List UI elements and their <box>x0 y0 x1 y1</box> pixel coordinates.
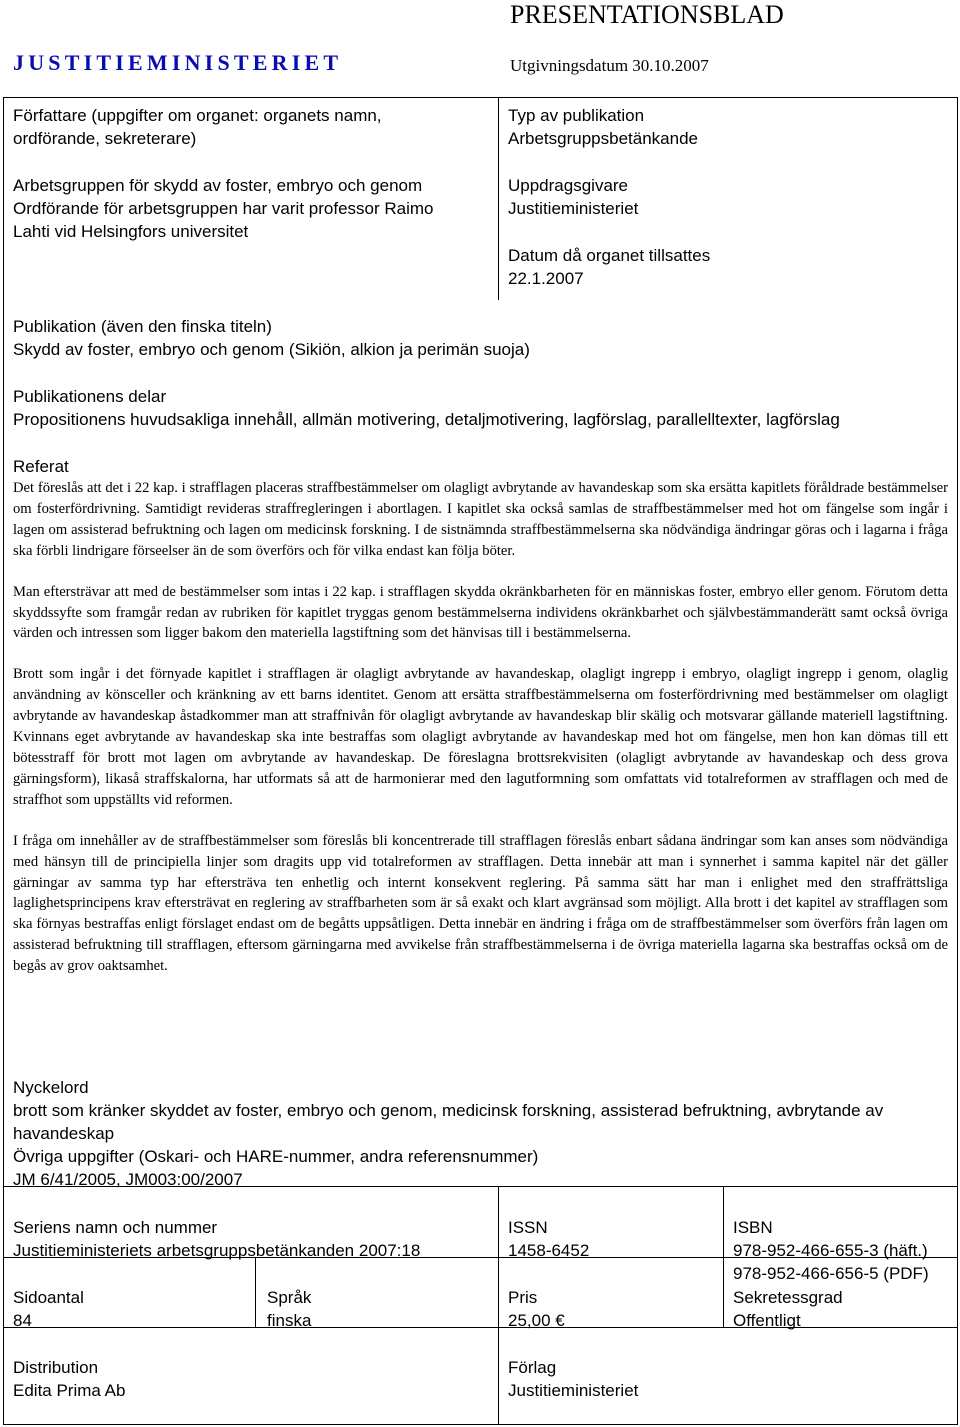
issn-label: ISSN <box>508 1218 548 1237</box>
distribution-value: Edita Prima Ab <box>13 1381 126 1400</box>
secrecy-value: Offentligt <box>733 1311 801 1330</box>
series-label: Seriens namn och nummer <box>13 1218 218 1237</box>
commissioner-value: Justitieministeriet <box>508 199 639 218</box>
distribution-label: Distribution <box>13 1358 99 1377</box>
issn-cell <box>508 1216 718 1262</box>
parts-label: Publikationens delar <box>13 387 167 406</box>
author-line1: Arbetsgruppen för skydd av foster, embryo och genom <box>13 176 423 195</box>
parts-value: Propositionens huvudsakliga innehåll, allmän motivering, detaljmotivering, lagförslag, parallelltexter, lagförslag <box>13 410 840 429</box>
pages-cell <box>13 1286 243 1332</box>
abstract-paragraph: Brott som ingår i det förnyade kapitlet i strafflagen är olagligt avbrytande av havandeskap, olagligt ingrepp i embryo, olagligt ingrepp i genom, olaglig användning av könsceller och kränkning av ett barns identitet. Genom att ersätta straffbestämmelserna om fosterfördrivning med bestämmelser om olagligt avbrytande av havandeskap åstadkommer man att straffnivån för olagligt avbrytande av havandeskap blir skälig och motsvarar gällande materiell lagstiftning. Kvinnans eget avbrytande av havandeskap ska inte bestraffas som olagligt avbrytande av havandeskap med hot om fängelse, men hon kan dömas till ett bötesstraff för brott mot lagen om avbrytande av havandeskap. De föreslagna brottsrekvisiten (olagligt avbrytande av havandeskap och dess grova gärningsform), likaså straffskalorna, har utformats så att de harmonierar med den lagutformning som omfattats vid totalreformen av strafflagen och med de straffhot som uppställts vid reformen. <box>13 666 948 808</box>
publication-type-label: Typ av publikation <box>508 106 645 125</box>
keywords-value: brott som kränker skyddet av foster, embryo och genom, medicinsk forskning, assisterad befruktning, avbrytande av havandeskap <box>13 1101 884 1143</box>
document-type-title: PRESENTATIONSBLAD <box>510 0 784 29</box>
abstract-paragraph: Man eftersträvar att med de bestämmelser som intas i 22 kap. i strafflagen skydda okränkbarheten för en människas foster, embryo eller genom. Förutom detta skyddssyfte som framgår redan av rubriken för kapitlet tryggas genom bestämmelserna individens okränkbarhet och självbestämmanderätt samt också övriga värden och intressen som ligger bakom den materiella lagstiftning som det hänvisas till i bestämmelserna. <box>13 583 948 642</box>
distribution-cell <box>13 1356 483 1402</box>
abstract-section <box>13 455 948 977</box>
divider-header-vertical <box>498 98 499 300</box>
isbn-value-pdf: 978-952-466-656-5 (PDF) <box>733 1264 929 1283</box>
divider-bottom-vertical-1 <box>498 1186 499 1424</box>
author-line2: Ordförande för arbetsgruppen har varit professor Raimo <box>13 199 434 218</box>
publication-type-value: Arbetsgruppsbetänkande <box>508 129 698 148</box>
other-info-label: Övriga uppgifter (Oskari- och HARE-nummer, andra referensnummer) <box>13 1147 539 1166</box>
language-label: Språk <box>267 1288 312 1307</box>
series-cell <box>13 1216 483 1262</box>
publisher-label: Förlag <box>508 1358 557 1377</box>
publisher-cell <box>508 1356 948 1402</box>
issue-date: Utgivningsdatum 30.10.2007 <box>510 56 709 75</box>
language-value: finska <box>267 1311 312 1330</box>
issn-value: 1458-6452 <box>508 1241 590 1260</box>
publication-parts-section <box>13 385 948 431</box>
publication-label: Publikation (även den finska titeln) <box>13 317 272 336</box>
ministry-title: JUSTITIEMINISTERIET <box>13 50 343 75</box>
pages-label: Sidoantal <box>13 1288 84 1307</box>
author-label-line2: ordförande, sekreterare) <box>13 129 197 148</box>
author-section <box>13 104 483 243</box>
series-value: Justitieministeriets arbetsgruppsbetänkanden 2007:18 <box>13 1241 421 1260</box>
price-label: Pris <box>508 1288 538 1307</box>
price-value: 25,00 € <box>508 1311 565 1330</box>
divider-bottom-vertical-2 <box>723 1186 724 1327</box>
pages-value: 84 <box>13 1311 32 1330</box>
isbn-cell <box>733 1216 955 1285</box>
divider-bottom-vertical-3 <box>255 1257 256 1327</box>
abstract-label: Referat <box>13 457 69 476</box>
appointed-value: 22.1.2007 <box>508 269 584 288</box>
price-cell <box>508 1286 718 1332</box>
secrecy-cell <box>733 1286 955 1332</box>
commissioner-label: Uppdragsgivare <box>508 176 629 195</box>
isbn-value-print: 978-952-466-655-3 (häft.) <box>733 1241 928 1260</box>
abstract-paragraph: Det föreslås att det i 22 kap. i strafflagen placeras straffbestämmelser om olagligt avbrytande av havandeskap som ska ersätta kapitlets föråldrade bestämmelser om fosterfördrivning. Samtidigt revideras straffregleringen i abortlagen. I kapitlet ska också samlas de straffbestämmelser med hot om fängelse som ingår i lagen om assisterad befruktning och lagen om medicinsk forskning. I de sistnämnda straffbestämmelserna ska nödvändiga ändringar göras och i lagarna i fråga ska förbli lindrigare förseelser än de som överförs och för vilka endast kan följa böter. <box>13 480 948 559</box>
keywords-section <box>13 1076 948 1191</box>
publication-meta-section <box>508 104 948 290</box>
other-info-value: JM 6/41/2005, JM003:00/2007 <box>13 1170 243 1189</box>
isbn-label: ISBN <box>733 1218 773 1237</box>
author-line3: Lahti vid Helsingfors universitet <box>13 222 249 241</box>
secrecy-label: Sekretessgrad <box>733 1288 843 1307</box>
publisher-value: Justitieministeriet <box>508 1381 639 1400</box>
publication-title-section <box>13 315 943 361</box>
language-cell <box>267 1286 487 1332</box>
author-label-line1: Författare (uppgifter om organet: organets namn, <box>13 106 382 125</box>
publication-value: Skydd av foster, embryo och genom (Sikiön, alkion ja perimän suoja) <box>13 340 530 359</box>
keywords-label: Nyckelord <box>13 1078 89 1097</box>
abstract-paragraph: I fråga om innehåller av de straffbestämmelser som föreslås bli koncentrerade till strafflagen föreslås enbart sådana ändringar som kan anses som nödvändiga med hänsyn till de principiella linjer som dragits upp vid totalreformen av strafflagen. Detta innebär att man i synnerhet i samma kapitel när det gäller gärningar av samma typ har eftersträva ten enhetlig och internt konsekvent reglering. På samma sätt har man i enlighet med den straffrättsliga laglighetsprincipens krav eftersträvat en reglering av straffbarheten som är så exakt och klart avgränsad som möjligt. Alla brott i det kapitel av strafflagen som ska förnyas bestraffas enligt förslaget endast om de begåtts uppsåtligen. Detta innebär en ändring i fråga om de straffbestämmelser som överförs från lagen om assisterad befruktning till strafflagen, eftersom gärningarna med avvikelse från straffbestämmelserna i de övriga materiella lagarna ska bestraffas också om de begås av grov oaktsamhet. <box>13 832 948 975</box>
appointed-label: Datum då organet tillsattes <box>508 246 711 265</box>
